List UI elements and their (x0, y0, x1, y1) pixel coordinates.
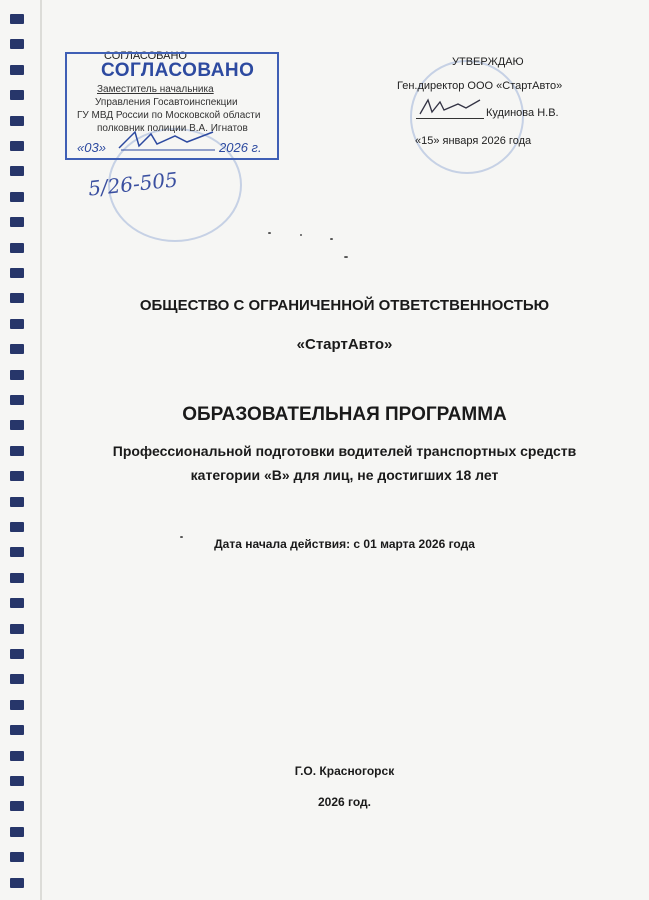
binding-hole (10, 573, 24, 583)
scan-speck (330, 238, 333, 240)
stamp-signer: полковник полиции В.А. Игнатов (97, 123, 248, 134)
binding-hole (10, 217, 24, 227)
binding-hole (10, 852, 24, 862)
stamp-authority: ГУ МВД России по Московской области (77, 110, 261, 121)
stamp-position: Заместитель начальника (97, 84, 214, 95)
scan-speck (300, 234, 302, 236)
approve-title: УТВЕРЖДАЮ (452, 56, 524, 68)
binding-hole (10, 141, 24, 151)
binding-hole (10, 497, 24, 507)
city: Г.О. Красногорск (294, 764, 395, 778)
approve-date: «15» января 2026 года (415, 135, 532, 147)
stamp-big-label: СОГЛАСОВАНО (101, 60, 255, 81)
scan-speck (344, 256, 348, 258)
approval-stamp (65, 52, 279, 160)
binding-hole (10, 700, 24, 710)
year: 2026 год. (318, 795, 371, 809)
handwritten-number: 5/26-505 (86, 167, 179, 201)
organization-name: «СтартАвто» (296, 336, 393, 353)
binding-hole (10, 420, 24, 430)
approve-post: Ген.директор ООО «СтартАвто» (397, 80, 563, 92)
binding-hole (10, 293, 24, 303)
binding-hole (10, 547, 24, 557)
binding-hole (10, 471, 24, 481)
binding-hole (10, 751, 24, 761)
program-subtitle-line2: категории «В» для лиц, не достигших 18 лет (190, 467, 499, 483)
binding-hole (10, 878, 24, 888)
spiral-binding (0, 0, 40, 900)
director-name: Кудинова Н.В. (486, 107, 559, 119)
binding-hole (10, 827, 24, 837)
binding-hole (10, 446, 24, 456)
binding-hole (10, 395, 24, 405)
start-date: Дата начала действия: с 01 марта 2026 года (214, 537, 475, 551)
binding-hole (10, 116, 24, 126)
binding-hole (10, 801, 24, 811)
director-signature-icon (418, 96, 482, 120)
binding-hole (10, 776, 24, 786)
binding-hole (10, 39, 24, 49)
binding-hole (10, 649, 24, 659)
binding-hole (10, 674, 24, 684)
binding-hole (10, 90, 24, 100)
binding-hole (10, 243, 24, 253)
binding-hole (10, 370, 24, 380)
stamp-signature-icon (117, 126, 217, 154)
organization-form: ОБЩЕСТВО С ОГРАНИЧЕННОЙ ОТВЕТСТВЕННОСТЬЮ (139, 297, 550, 314)
binding-hole (10, 319, 24, 329)
stamp-department: Управления Госавтоинспекции (95, 97, 238, 108)
program-title: ОБРАЗОВАТЕЛЬНАЯ ПРОГРАММА (182, 404, 507, 425)
stamp-year: 2026 г. (219, 140, 262, 155)
program-subtitle-line1: Профессиональной подготовки водителей транспортных средств (112, 443, 577, 459)
binding-hole (10, 166, 24, 176)
binding-hole (10, 65, 24, 75)
binding-hole (10, 522, 24, 532)
binding-hole (10, 598, 24, 608)
signature-line (416, 118, 484, 119)
scan-speck (268, 232, 271, 234)
binding-hole (10, 725, 24, 735)
stamp-small-label: СОГЛАСОВАНО (104, 50, 187, 62)
binding-hole (10, 192, 24, 202)
binding-hole (10, 344, 24, 354)
binding-hole (10, 14, 24, 24)
stamp-date: «03» (77, 140, 106, 155)
binding-hole (10, 624, 24, 634)
binding-hole (10, 268, 24, 278)
